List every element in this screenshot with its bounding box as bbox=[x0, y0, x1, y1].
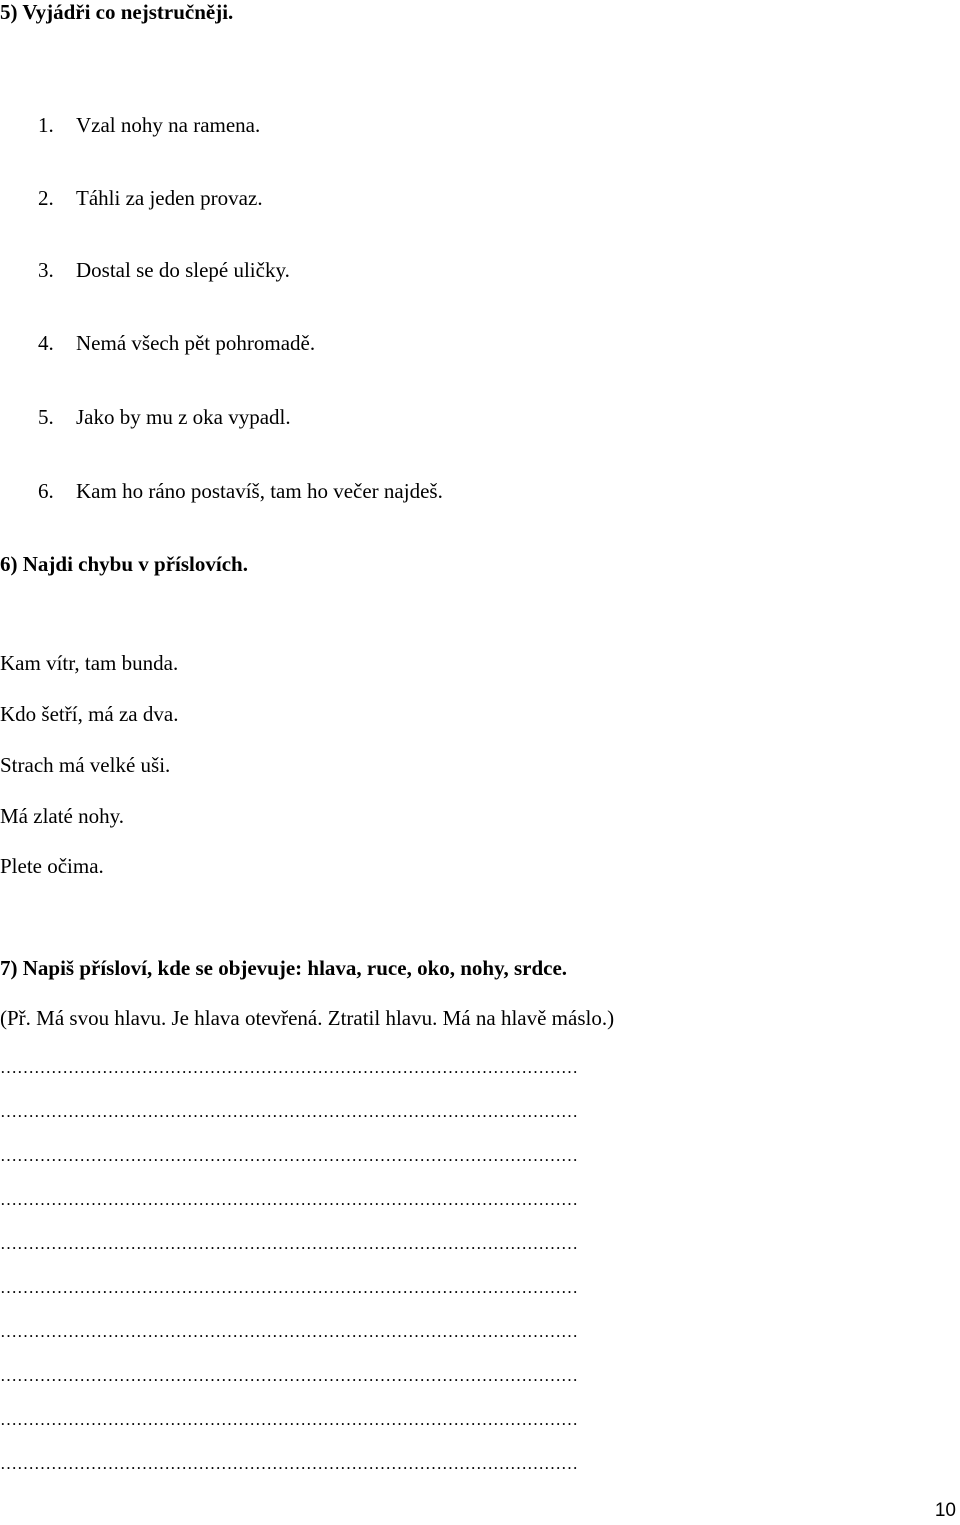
item-number: 6. bbox=[38, 479, 54, 503]
proverb-line: Strach má velké uši. bbox=[0, 753, 171, 777]
proverb-line: Plete očima. bbox=[0, 854, 104, 878]
item-number: 4. bbox=[38, 331, 54, 355]
answer-line: ………………………………………………………………………………………… bbox=[0, 1410, 578, 1429]
answer-line: ………………………………………………………………………………………… bbox=[0, 1102, 578, 1121]
answer-line: ………………………………………………………………………………………… bbox=[0, 1322, 578, 1341]
item-number: 5. bbox=[38, 405, 54, 429]
section7-title: 7) Napiš přísloví, kde se objevuje: hlava, ruce, oko, nohy, srdce. bbox=[0, 956, 568, 980]
proverb-line: Má zlaté nohy. bbox=[0, 804, 125, 828]
section5-title: 5) Vyjádři co nejstručněji. bbox=[0, 0, 234, 24]
answer-line: ………………………………………………………………………………………… bbox=[0, 1366, 578, 1385]
item-text: Dostal se do slepé uličky. bbox=[76, 258, 290, 282]
answer-line: ………………………………………………………………………………………… bbox=[0, 1146, 578, 1165]
item-text: Jako by mu z oka vypadl. bbox=[76, 405, 291, 429]
item-text: Vzal nohy na ramena. bbox=[76, 113, 261, 137]
answer-line: ………………………………………………………………………………………… bbox=[0, 1058, 578, 1077]
item-number: 3. bbox=[38, 258, 54, 282]
answer-line: ………………………………………………………………………………………… bbox=[0, 1234, 578, 1253]
answer-line: ………………………………………………………………………………………… bbox=[0, 1190, 578, 1209]
proverb-line: Kdo šetří, má za dva. bbox=[0, 702, 179, 726]
section6-title: 6) Najdi chybu v příslovích. bbox=[0, 552, 248, 576]
proverb-line: Kam vítr, tam bunda. bbox=[0, 651, 179, 675]
page-number: 10 bbox=[934, 1500, 956, 1521]
answer-line: ………………………………………………………………………………………… bbox=[0, 1278, 578, 1297]
answer-line: ………………………………………………………………………………………… bbox=[0, 1454, 578, 1473]
section7-example: (Př. Má svou hlavu. Je hlava otevřená. Ztratil hlavu. Má na hlavě máslo.) bbox=[0, 1006, 615, 1030]
item-text: Kam ho ráno postavíš, tam ho večer najdeš. bbox=[76, 479, 443, 503]
item-number: 2. bbox=[38, 186, 54, 210]
item-text: Nemá všech pět pohromadě. bbox=[76, 331, 316, 355]
item-text: Táhli za jeden provaz. bbox=[76, 186, 263, 210]
item-number: 1. bbox=[38, 113, 54, 137]
